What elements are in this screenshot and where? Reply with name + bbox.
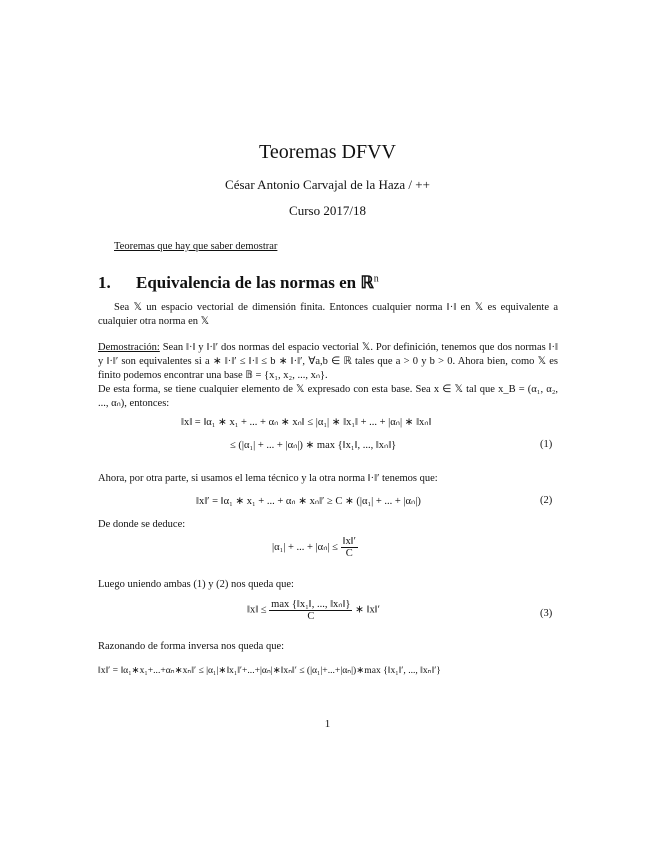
paragraph-3: Ahora, por otra parte, si usamos el lema técnico y la otra norma ‖·‖′ tenemos que: bbox=[98, 473, 438, 484]
equation-deduce-denominator: C bbox=[345, 548, 353, 559]
equation-deduce bbox=[272, 536, 358, 559]
equation-2-number: (2) bbox=[540, 495, 553, 506]
equation-2: ‖x‖′ = ‖α₁ ∗ x₁ + ... + αₙ ∗ xₙ‖′ ≥ C ∗ (|α₁| + ... + |αₙ|) bbox=[196, 496, 421, 507]
equation-1-line-1: ‖x‖ = ‖α₁ ∗ x₁ + ... + αₙ ∗ xₙ‖ ≤ |α₁| ∗ ‖x₁‖ + ... + |αₙ| ∗ ‖xₙ‖ bbox=[181, 417, 432, 428]
paragraph-4: De donde se deduce: bbox=[98, 519, 186, 530]
equation-3 bbox=[247, 598, 380, 622]
section-number: 1. bbox=[98, 273, 111, 292]
proof-text-1: Sean ‖·‖ y ‖·‖′ dos normas del espacio vectorial 𝕏. Por definición, tenemos que dos normas ‖·‖ y ‖·‖′ son equivalentes si a ∗ ‖·‖′ ≤ ‖·‖ ≤ b ∗ ‖·‖′, ∀a,b ∈ ℝ tales que a > 0 y b > 0. Ahora bien, como 𝕏 es finito podemos encontrar una base 𝔹 = {x₁, x₂, ..., xₙ}. bbox=[98, 342, 558, 381]
equation-4: ‖x‖′ = ‖α₁∗x₁+...+αₙ∗xₙ‖′ ≤ |α₁|∗‖x₁‖′+...+|αₙ|∗‖xₙ‖′ ≤ (|α₁|+...+|αₙ|)∗max {‖x₁‖′, ..., ‖xₙ‖′} bbox=[98, 665, 441, 676]
paragraph-6: Razonando de forma inversa nos queda que: bbox=[98, 641, 285, 652]
page-number: 1 bbox=[324, 718, 331, 730]
theorem-statement: Sea 𝕏 un espacio vectorial de dimensión finita. Entonces cualquier norma ‖·‖ en 𝕏 es equivalente a cualquier otra norma en 𝕏 bbox=[98, 302, 558, 327]
section-heading bbox=[98, 273, 379, 293]
paragraph-5: Luego uniendo ambas (1) y (2) nos queda que: bbox=[98, 579, 294, 590]
equation-deduce-fraction bbox=[341, 536, 358, 559]
equation-3-denominator: C bbox=[307, 611, 315, 622]
equation-1-number: (1) bbox=[540, 439, 553, 450]
section-title: Equivalencia de las normas en ℝ bbox=[136, 273, 374, 292]
proof-paragraph-2: De esta forma, se tiene cualquier elemento de 𝕏 expresado con esta base. Sea x ∈ 𝕏 tal que x_B = (α₁, α₂, ..., αₙ), entonces: bbox=[98, 384, 558, 409]
proof-paragraph-1 bbox=[98, 341, 558, 383]
document-title: Teoremas DFVV bbox=[259, 141, 396, 163]
equation-deduce-left: |α₁| + ... + |αₙ| ≤ bbox=[272, 541, 338, 553]
equation-3-left: ‖x‖ ≤ bbox=[247, 604, 267, 616]
equation-3-right: ∗ ‖x‖′ bbox=[355, 604, 380, 616]
equation-deduce-numerator: ‖x‖′ bbox=[342, 536, 356, 547]
equation-1-line-2: ≤ (|α₁| + ... + |αₙ|) ∗ max {‖x₁‖, ..., ‖xₙ‖} bbox=[230, 440, 397, 451]
document-date: Curso 2017/18 bbox=[289, 203, 366, 218]
equation-3-numerator: max {‖x₁‖, ..., ‖xₙ‖} bbox=[271, 599, 351, 610]
document-author: César Antonio Carvajal de la Haza / ++ bbox=[225, 177, 430, 192]
proof-label: Demostración: bbox=[98, 342, 160, 353]
subheading: Teoremas que hay que saber demostrar bbox=[114, 241, 278, 252]
equation-3-number: (3) bbox=[540, 608, 553, 619]
section-superscript: n bbox=[373, 273, 379, 285]
equation-3-fraction bbox=[269, 598, 352, 622]
